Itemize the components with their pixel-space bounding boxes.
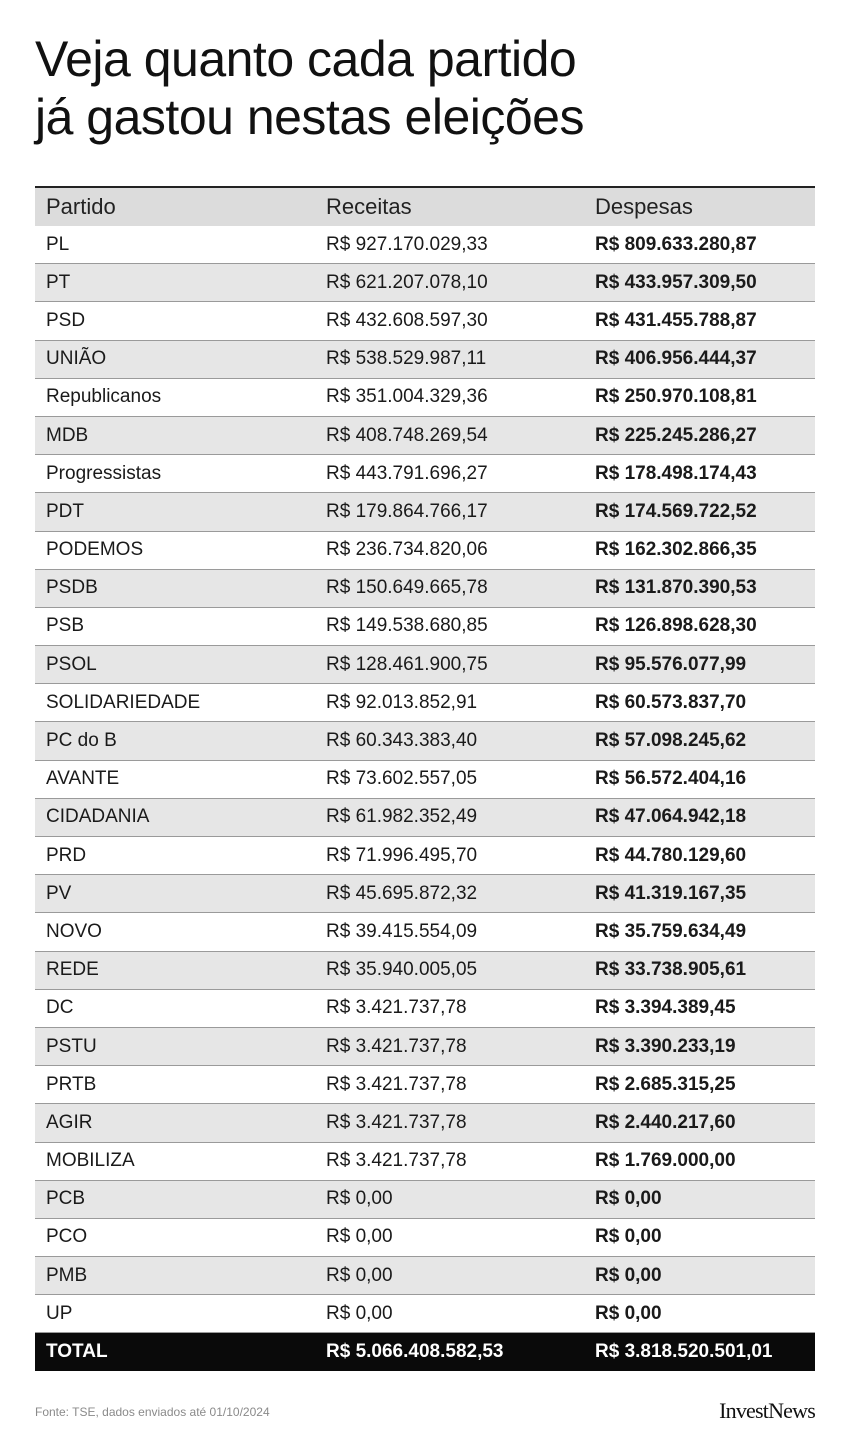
cell-receitas: R$ 3.421.737,78 xyxy=(326,1111,467,1133)
table-row xyxy=(35,1143,815,1181)
cell-despesas: R$ 178.498.174,43 xyxy=(595,462,757,484)
cell-despesas: R$ 225.245.286,27 xyxy=(595,424,757,446)
table-header xyxy=(35,186,815,226)
cell-despesas: R$ 1.769.000,00 xyxy=(595,1150,736,1172)
table-row xyxy=(35,608,815,646)
cell-receitas: R$ 0,00 xyxy=(326,1188,393,1210)
cell-despesas: R$ 41.319.167,35 xyxy=(595,882,747,904)
table-row xyxy=(35,379,815,417)
total-row xyxy=(35,1333,815,1371)
cell-receitas: R$ 3.421.737,78 xyxy=(326,1073,467,1095)
cell-receitas: R$ 92.013.852,91 xyxy=(326,691,478,713)
spending-table xyxy=(35,186,815,1371)
cell-partido: UNIÃO xyxy=(46,348,107,370)
table-row xyxy=(35,952,815,990)
cell-receitas: R$ 61.982.352,49 xyxy=(326,806,478,828)
cell-receitas: R$ 71.996.495,70 xyxy=(326,844,478,866)
cell-partido: PC do B xyxy=(46,730,117,752)
page-title xyxy=(35,30,815,146)
cell-despesas: R$ 809.633.280,87 xyxy=(595,233,757,255)
cell-despesas: R$ 95.576.077,99 xyxy=(595,653,747,675)
table-row xyxy=(35,1104,815,1142)
cell-partido: MDB xyxy=(46,424,89,446)
cell-receitas: R$ 73.602.557,05 xyxy=(326,768,478,790)
cell-despesas: R$ 3.390.233,19 xyxy=(595,1035,736,1057)
cell-despesas: R$ 47.064.942,18 xyxy=(595,806,747,828)
table-row xyxy=(35,761,815,799)
table-row xyxy=(35,646,815,684)
total-despesas: R$ 3.818.520.501,01 xyxy=(595,1341,773,1363)
cell-partido: REDE xyxy=(46,959,99,981)
table-row xyxy=(35,302,815,340)
cell-partido: PSD xyxy=(46,309,86,331)
cell-partido: PCO xyxy=(46,1226,88,1248)
cell-partido: NOVO xyxy=(46,920,102,942)
cell-receitas: R$ 45.695.872,32 xyxy=(326,882,478,904)
cell-partido: PRD xyxy=(46,844,87,866)
cell-despesas: R$ 174.569.722,52 xyxy=(595,500,757,522)
cell-partido: PSB xyxy=(46,615,85,637)
cell-despesas: R$ 0,00 xyxy=(595,1226,662,1248)
cell-partido: UP xyxy=(46,1302,73,1324)
table-row xyxy=(35,799,815,837)
cell-receitas: R$ 432.608.597,30 xyxy=(326,309,488,331)
cell-partido: PRTB xyxy=(46,1073,97,1095)
cell-receitas: R$ 621.207.078,10 xyxy=(326,271,488,293)
cell-despesas: R$ 44.780.129,60 xyxy=(595,844,747,866)
table-row xyxy=(35,264,815,302)
table-row xyxy=(35,1066,815,1104)
cell-partido: PCB xyxy=(46,1188,86,1210)
cell-despesas: R$ 35.759.634,49 xyxy=(595,920,747,942)
cell-partido: PODEMOS xyxy=(46,539,144,561)
cell-receitas: R$ 179.864.766,17 xyxy=(326,500,488,522)
table-row xyxy=(35,1219,815,1257)
cell-despesas: R$ 131.870.390,53 xyxy=(595,577,757,599)
cell-despesas: R$ 431.455.788,87 xyxy=(595,309,757,331)
table-row xyxy=(35,684,815,722)
cell-despesas: R$ 3.394.389,45 xyxy=(595,997,736,1019)
cell-partido: Republicanos xyxy=(46,386,162,408)
cell-despesas: R$ 433.957.309,50 xyxy=(595,271,757,293)
cell-receitas: R$ 39.415.554,09 xyxy=(326,920,478,942)
cell-partido: PT xyxy=(46,271,71,293)
cell-partido: PSTU xyxy=(46,1035,97,1057)
cell-despesas: R$ 0,00 xyxy=(595,1302,662,1324)
table-row xyxy=(35,837,815,875)
cell-receitas: R$ 149.538.680,85 xyxy=(326,615,488,637)
cell-partido: AVANTE xyxy=(46,768,120,790)
cell-receitas: R$ 35.940.005,05 xyxy=(326,959,478,981)
cell-despesas: R$ 406.956.444,37 xyxy=(595,348,757,370)
header-receitas: Receitas xyxy=(326,194,412,219)
cell-receitas: R$ 538.529.987,11 xyxy=(326,348,487,370)
cell-partido: SOLIDARIEDADE xyxy=(46,691,201,713)
table-body xyxy=(35,226,815,1333)
cell-despesas: R$ 250.970.108,81 xyxy=(595,386,757,408)
cell-receitas: R$ 0,00 xyxy=(326,1302,393,1324)
table-row xyxy=(35,1028,815,1066)
cell-partido: PSOL xyxy=(46,653,97,675)
cell-receitas: R$ 236.734.820,06 xyxy=(326,539,488,561)
table-row xyxy=(35,913,815,951)
cell-receitas: R$ 150.649.665,78 xyxy=(326,577,488,599)
table-row xyxy=(35,341,815,379)
table-row xyxy=(35,532,815,570)
cell-partido: PDT xyxy=(46,500,84,522)
title-line-2: já gastou nestas eleições xyxy=(35,89,584,145)
table-row xyxy=(35,722,815,760)
cell-partido: MOBILIZA xyxy=(46,1150,135,1172)
brand-logo: InvestNews xyxy=(719,1398,815,1423)
source-note: Fonte: TSE, dados enviados até 01/10/2024 xyxy=(35,1405,270,1419)
cell-despesas: R$ 0,00 xyxy=(595,1188,662,1210)
header-despesas: Despesas xyxy=(595,194,693,219)
cell-partido: DC xyxy=(46,997,74,1019)
table-row xyxy=(35,417,815,455)
cell-partido: PL xyxy=(46,233,70,255)
cell-receitas: R$ 0,00 xyxy=(326,1226,393,1248)
table-row xyxy=(35,1181,815,1219)
table-row xyxy=(35,875,815,913)
total-label: TOTAL xyxy=(46,1341,108,1363)
cell-receitas: R$ 3.421.737,78 xyxy=(326,1150,467,1172)
table-row xyxy=(35,570,815,608)
cell-despesas: R$ 126.898.628,30 xyxy=(595,615,757,637)
cell-despesas: R$ 162.302.866,35 xyxy=(595,539,757,561)
cell-receitas: R$ 3.421.737,78 xyxy=(326,1035,467,1057)
table-row xyxy=(35,990,815,1028)
cell-receitas: R$ 351.004.329,36 xyxy=(326,386,488,408)
cell-receitas: R$ 128.461.900,75 xyxy=(326,653,488,675)
cell-receitas: R$ 408.748.269,54 xyxy=(326,424,488,446)
cell-despesas: R$ 60.573.837,70 xyxy=(595,691,747,713)
cell-despesas: R$ 2.440.217,60 xyxy=(595,1111,736,1133)
cell-receitas: R$ 3.421.737,78 xyxy=(326,997,467,1019)
cell-partido: PV xyxy=(46,882,72,904)
cell-partido: AGIR xyxy=(46,1111,93,1133)
table-row xyxy=(35,455,815,493)
table-row xyxy=(35,1257,815,1295)
table-row xyxy=(35,226,815,264)
cell-despesas: R$ 33.738.905,61 xyxy=(595,959,747,981)
cell-despesas: R$ 56.572.404,16 xyxy=(595,768,747,790)
cell-partido: PMB xyxy=(46,1264,88,1286)
cell-despesas: R$ 0,00 xyxy=(595,1264,662,1286)
cell-partido: PSDB xyxy=(46,577,98,599)
cell-partido: Progressistas xyxy=(46,462,162,484)
cell-despesas: R$ 57.098.245,62 xyxy=(595,730,747,752)
cell-despesas: R$ 2.685.315,25 xyxy=(595,1073,736,1095)
header-partido: Partido xyxy=(46,194,116,219)
title-line-1: Veja quanto cada partido xyxy=(35,31,577,87)
table-row xyxy=(35,1295,815,1333)
table-row xyxy=(35,493,815,531)
cell-receitas: R$ 443.791.696,27 xyxy=(326,462,488,484)
cell-receitas: R$ 927.170.029,33 xyxy=(326,233,488,255)
cell-receitas: R$ 60.343.383,40 xyxy=(326,730,478,752)
total-receitas: R$ 5.066.408.582,53 xyxy=(326,1341,504,1363)
cell-receitas: R$ 0,00 xyxy=(326,1264,393,1286)
cell-partido: CIDADANIA xyxy=(46,806,150,828)
